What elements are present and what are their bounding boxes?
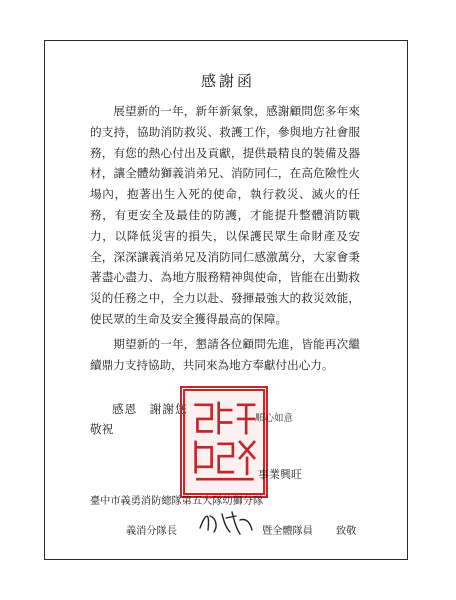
body-paragraph-2: 期望新的一年，懇請各位顧問先進，皆能再次繼續鼎力支持協助，共同來為地方奉獻付出心力。 (90, 336, 360, 372)
official-seal (180, 386, 268, 498)
seal-pattern-icon (185, 391, 263, 493)
signer-title: 義消分隊長 (126, 526, 177, 537)
wish-text: 事業興旺 (258, 468, 302, 481)
organization-name: 臺中市義勇消防總隊第五大隊幼獅分隊 (90, 496, 264, 507)
blessing-text: 順心如意 (255, 413, 294, 424)
body-paragraph-1: 展望新的一年，新年新氣象，感謝顧問您多年來的支持，協助消防救災、救護工作，參與地方社會服務，有您的熱心付出及貢獻，提供最精良的裝備及器材，讓全體幼獅義消弟兄、消防同仁，在高危險性火場內，抱著出生入死的使命，執行救災、滅火的任務，有更安全及最佳的防護，才能提升整體消防戰力，以降低災害的損失，以保護民眾生命財產及安全，深深讓義消弟兄及消防同仁感激萬分，大家會秉著盡心盡力、為地方服務精神與使命，皆能在出勤救災的任務之中，全力以赴、發揮最強大的救災效能，使民眾的生命及安全獲得最高的保障。 (90, 104, 360, 326)
closing-thanks: 感恩 謝謝您 (112, 402, 188, 416)
letter-body (90, 101, 360, 375)
closing-salute: 敬祝 (90, 422, 114, 436)
letter-title: 感謝函 (200, 72, 255, 90)
signer-respect: 致敬 (336, 526, 357, 537)
signer-group: 暨全體隊員 (262, 526, 313, 537)
signature-icon (196, 508, 256, 536)
